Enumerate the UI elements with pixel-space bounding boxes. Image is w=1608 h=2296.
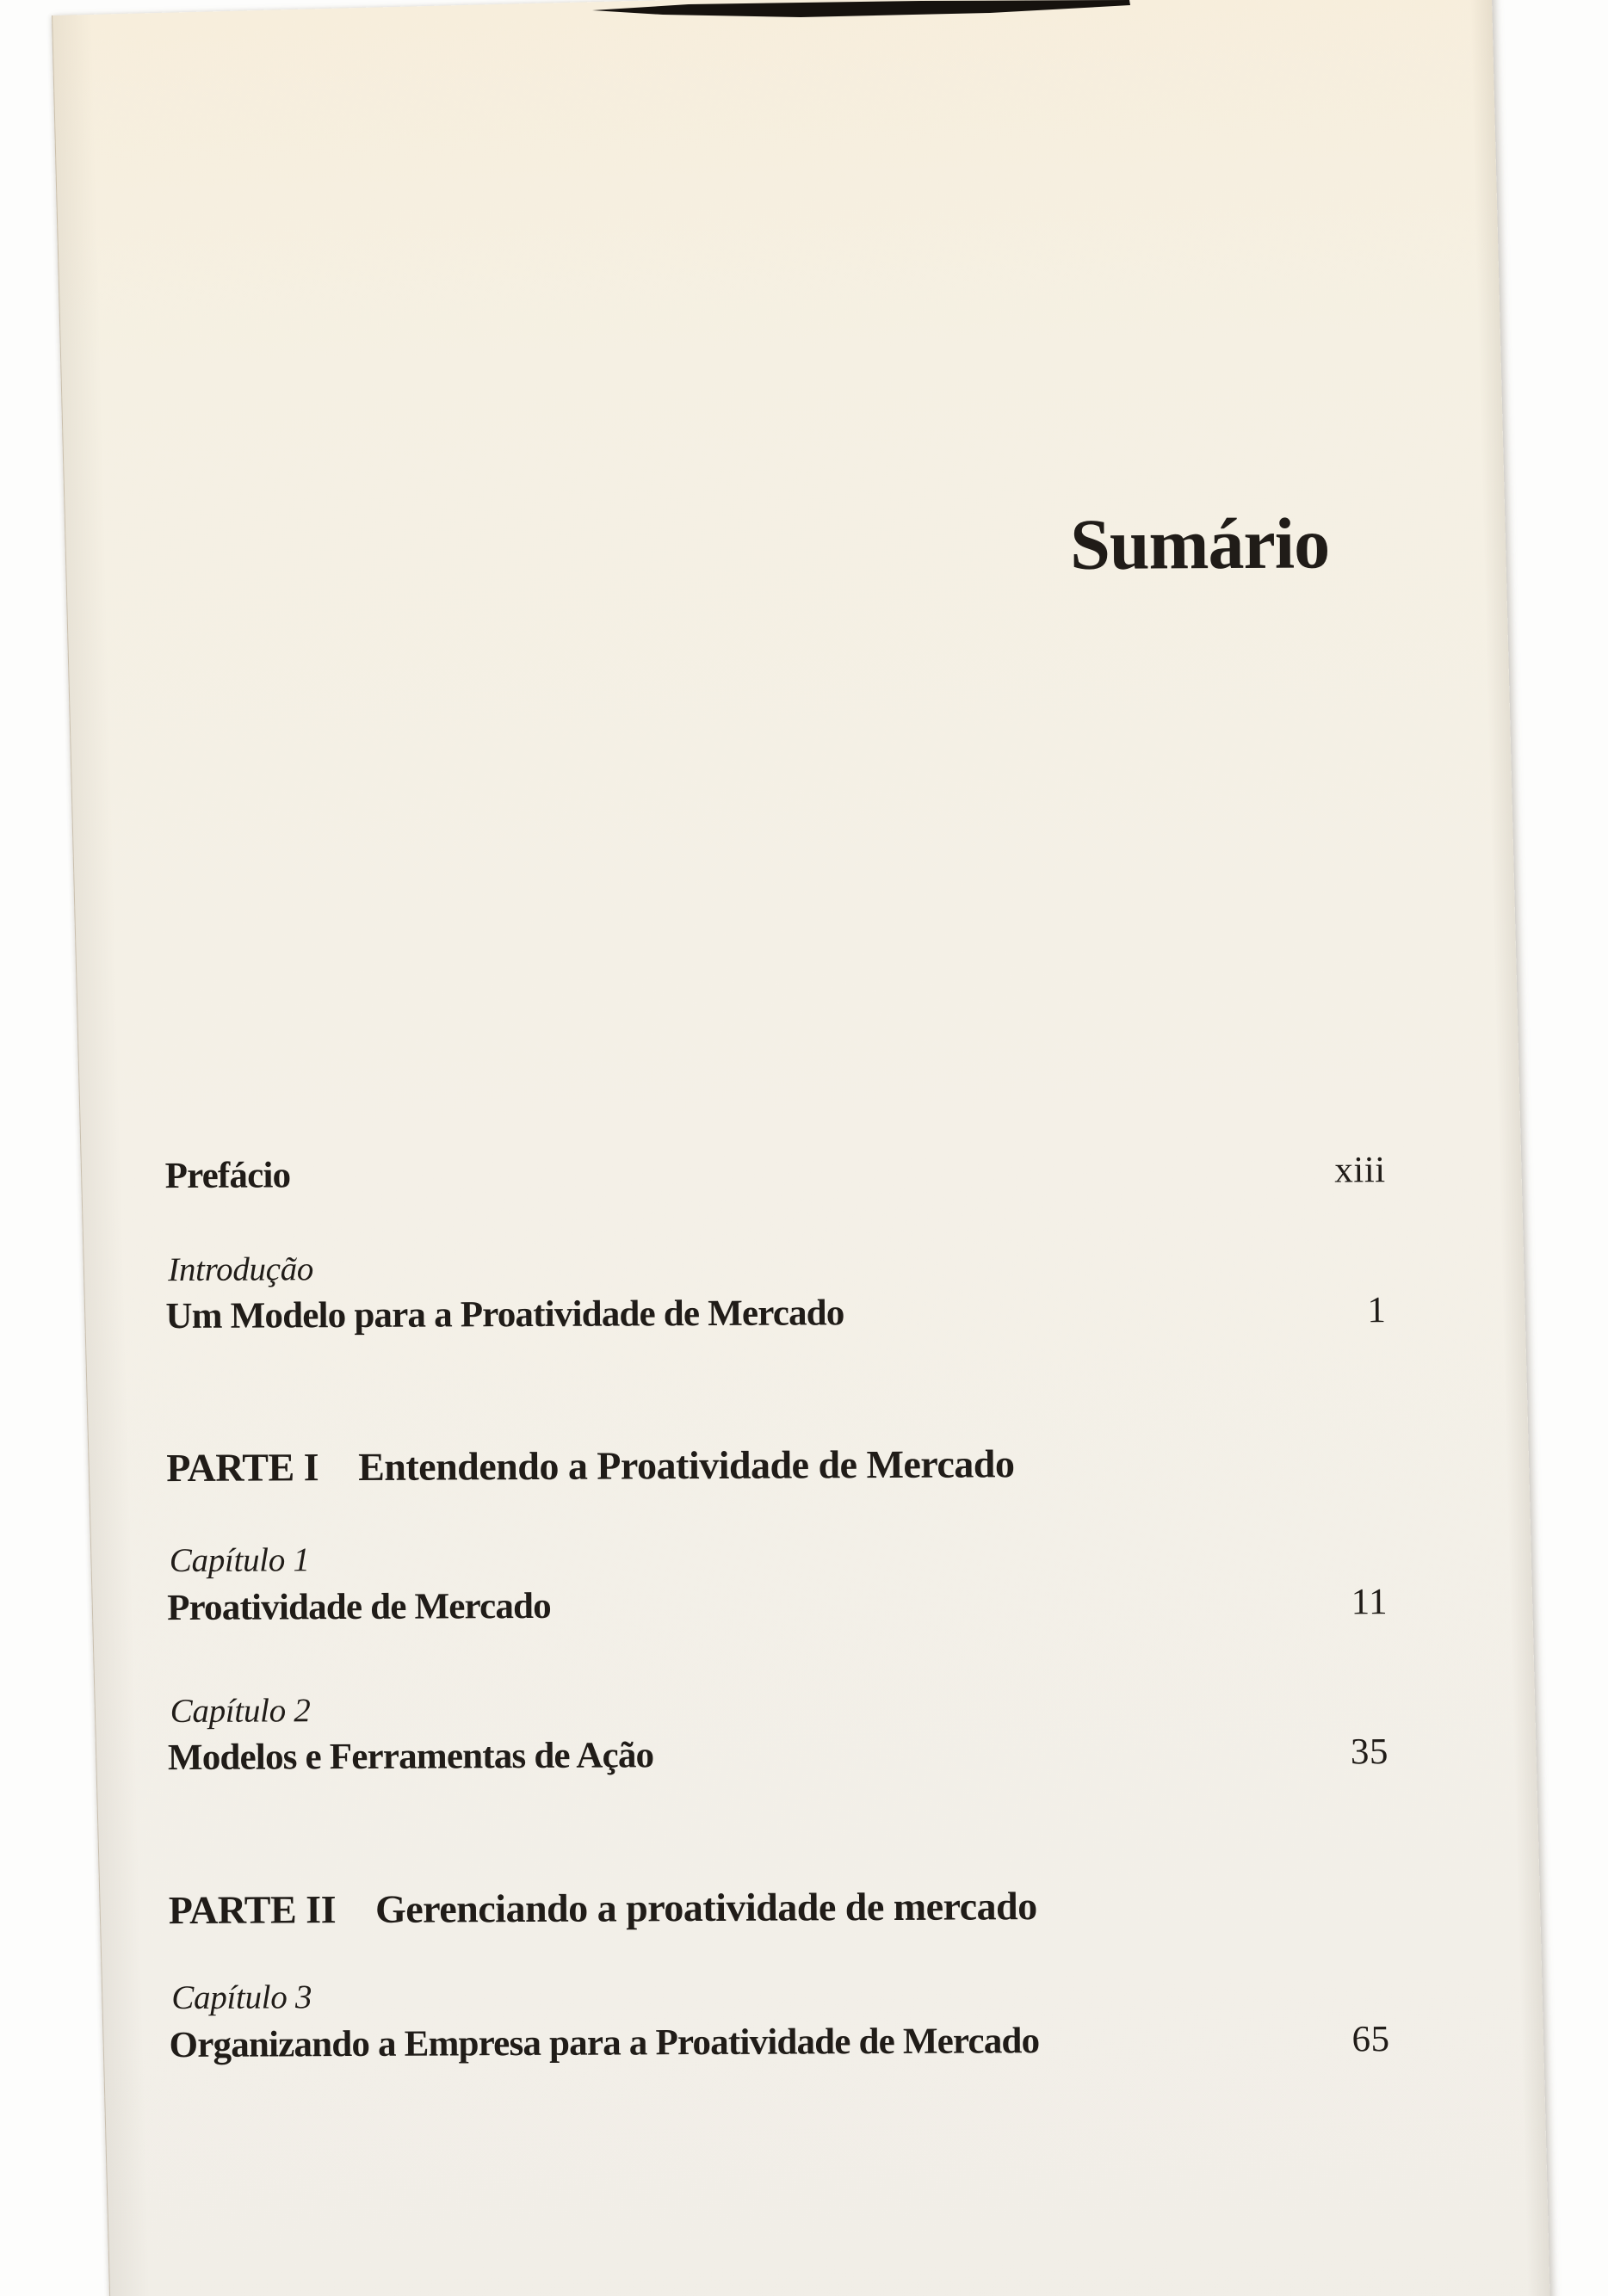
- entry-kicker-chapter3: Capítulo 3: [171, 1978, 312, 2017]
- toc-entry-chapter1: [167, 1581, 1388, 1629]
- entry-page-chapter3: 65: [1351, 2019, 1390, 2060]
- entry-kicker-chapter1: Capítulo 1: [169, 1541, 310, 1580]
- entry-label-introduction: Um Modelo para a Proatividade de Mercado: [165, 1293, 844, 1337]
- entry-label-chapter1: Proatividade de Mercado: [167, 1585, 552, 1629]
- part-2-title: Gerenciando a proatividade de mercado: [374, 1884, 1037, 1931]
- entry-page-chapter1: 11: [1351, 1582, 1388, 1623]
- entry-kicker-introduction: Introdução: [168, 1250, 314, 1289]
- toc-entry-introduction: [165, 1289, 1386, 1337]
- entry-page-preface: xiii: [1334, 1150, 1386, 1191]
- entry-page-introduction: 1: [1367, 1290, 1387, 1331]
- page-title: Sumário: [1069, 503, 1330, 585]
- toc-entry-chapter3: [169, 2018, 1389, 2066]
- entry-label-preface: Prefácio: [164, 1155, 291, 1197]
- part-heading-2: [169, 1883, 1037, 1933]
- part-1-title: Entendendo a Proatividade de Mercado: [357, 1441, 1015, 1489]
- toc-entry-preface: [165, 1149, 1386, 1197]
- entry-page-chapter2: 35: [1350, 1731, 1389, 1773]
- part-heading-1: [166, 1441, 1014, 1491]
- entry-label-chapter3: Organizando a Empresa para a Proatividade de Mercado: [169, 2021, 1040, 2066]
- entry-kicker-chapter2: Capítulo 2: [170, 1692, 311, 1731]
- part-2-label: PARTE II: [168, 1887, 337, 1933]
- entry-label-chapter2: Modelos e Ferramentas de Ação: [167, 1735, 654, 1779]
- part-1-label: PARTE I: [166, 1445, 319, 1491]
- toc-entry-chapter2: [168, 1731, 1388, 1779]
